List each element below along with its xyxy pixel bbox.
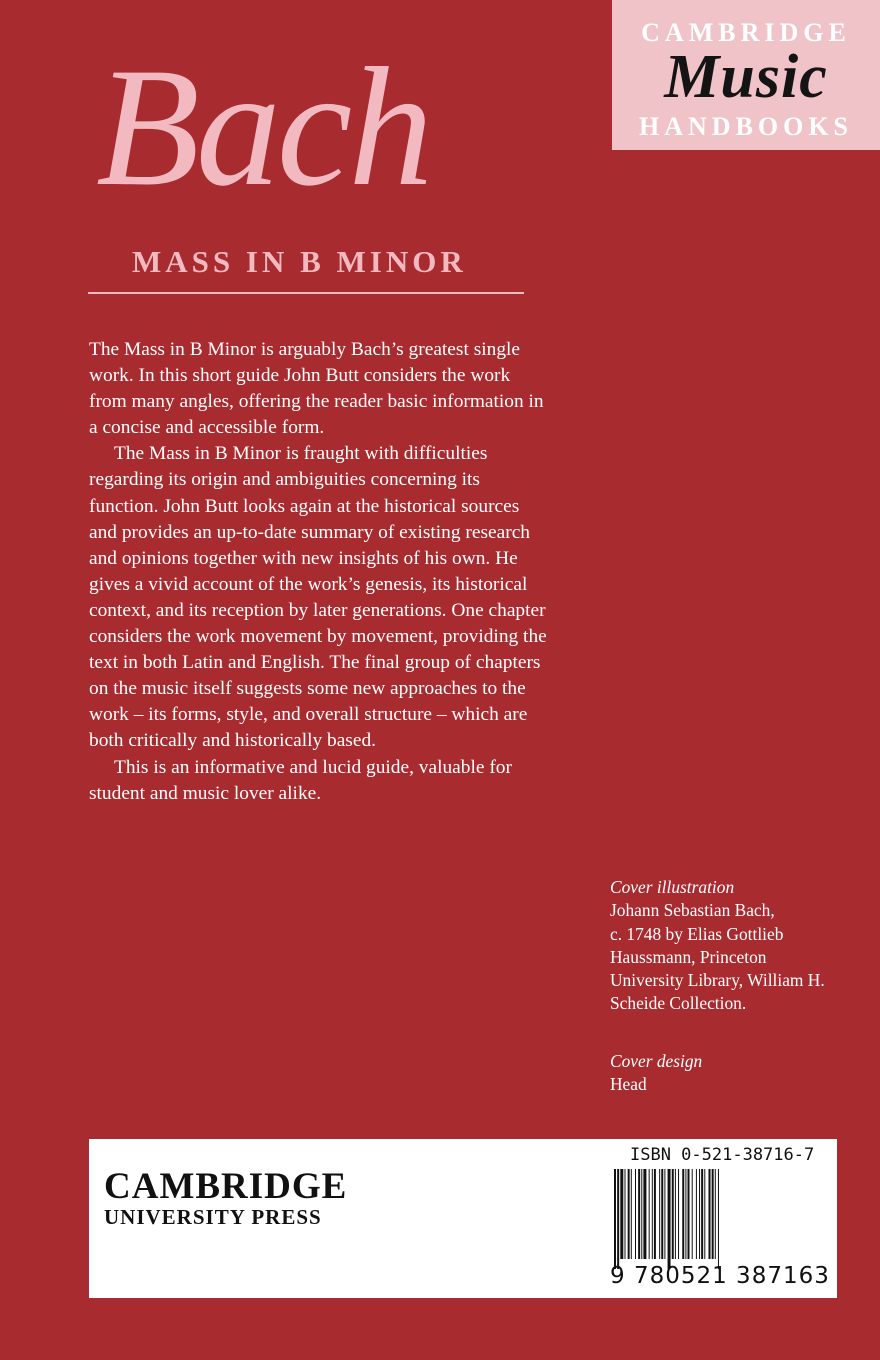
design-value: Head: [610, 1074, 647, 1095]
publisher-name: CAMBRIDGE: [104, 1166, 348, 1207]
book-title: Bach: [96, 33, 430, 221]
cover-credits: [610, 876, 872, 1096]
blurb-paragraph: The Mass in B Minor is arguably Bach’s greatest single work. In this short guide John Butt considers the work from many angles, offering the reader basic information in a concise and accessible form.: [89, 339, 544, 439]
series-middle-label: Music: [664, 43, 828, 111]
isbn-label: ISBN 0-521-38716-7: [630, 1145, 815, 1165]
blurb-paragraph: The Mass in B Minor is fraught with difficulties regarding its origin and ambiguities concerning its function. John Butt looks again at the historical sources and provides an up-to-date summary of existing research and opinions together with new insights of his own. He gives a vivid account of the work’s genesis, its historical context, and its reception by later generations. One chapter considers the work movement by movement, providing the text in both Latin and English. The final group of chapters on the music itself suggests some new approaches to the work – its forms, style, and overall structure – which are both critically and historically based.: [89, 443, 547, 752]
design-heading: Cover design: [610, 1050, 703, 1071]
barcode-image: [614, 1169, 830, 1269]
publisher-panel: [89, 1139, 837, 1298]
illustration-line: Haussmann, Princeton: [610, 946, 767, 967]
publisher-subname: UNIVERSITY PRESS: [104, 1205, 322, 1229]
illustration-heading: Cover illustration: [610, 877, 735, 897]
barcode-number: 9 780521 387163: [610, 1263, 830, 1289]
illustration-line: Johann Sebastian Bach,: [610, 900, 775, 921]
series-bottom-label: HANDBOOKS: [638, 112, 854, 141]
series-top-label: CAMBRIDGE: [641, 18, 851, 47]
illustration-line: Scheide Collection.: [610, 993, 747, 1014]
blurb: [89, 337, 549, 807]
blurb-paragraph: This is an informative and lucid guide, valuable for student and music lover alike.: [89, 756, 512, 804]
book-subtitle: MASS IN B MINOR: [132, 244, 467, 279]
illustration-line: c. 1748 by Elias Gottlieb: [610, 923, 784, 944]
title-divider: [88, 292, 524, 294]
series-badge: [612, 0, 880, 150]
illustration-line: University Library, William H.: [610, 970, 825, 991]
